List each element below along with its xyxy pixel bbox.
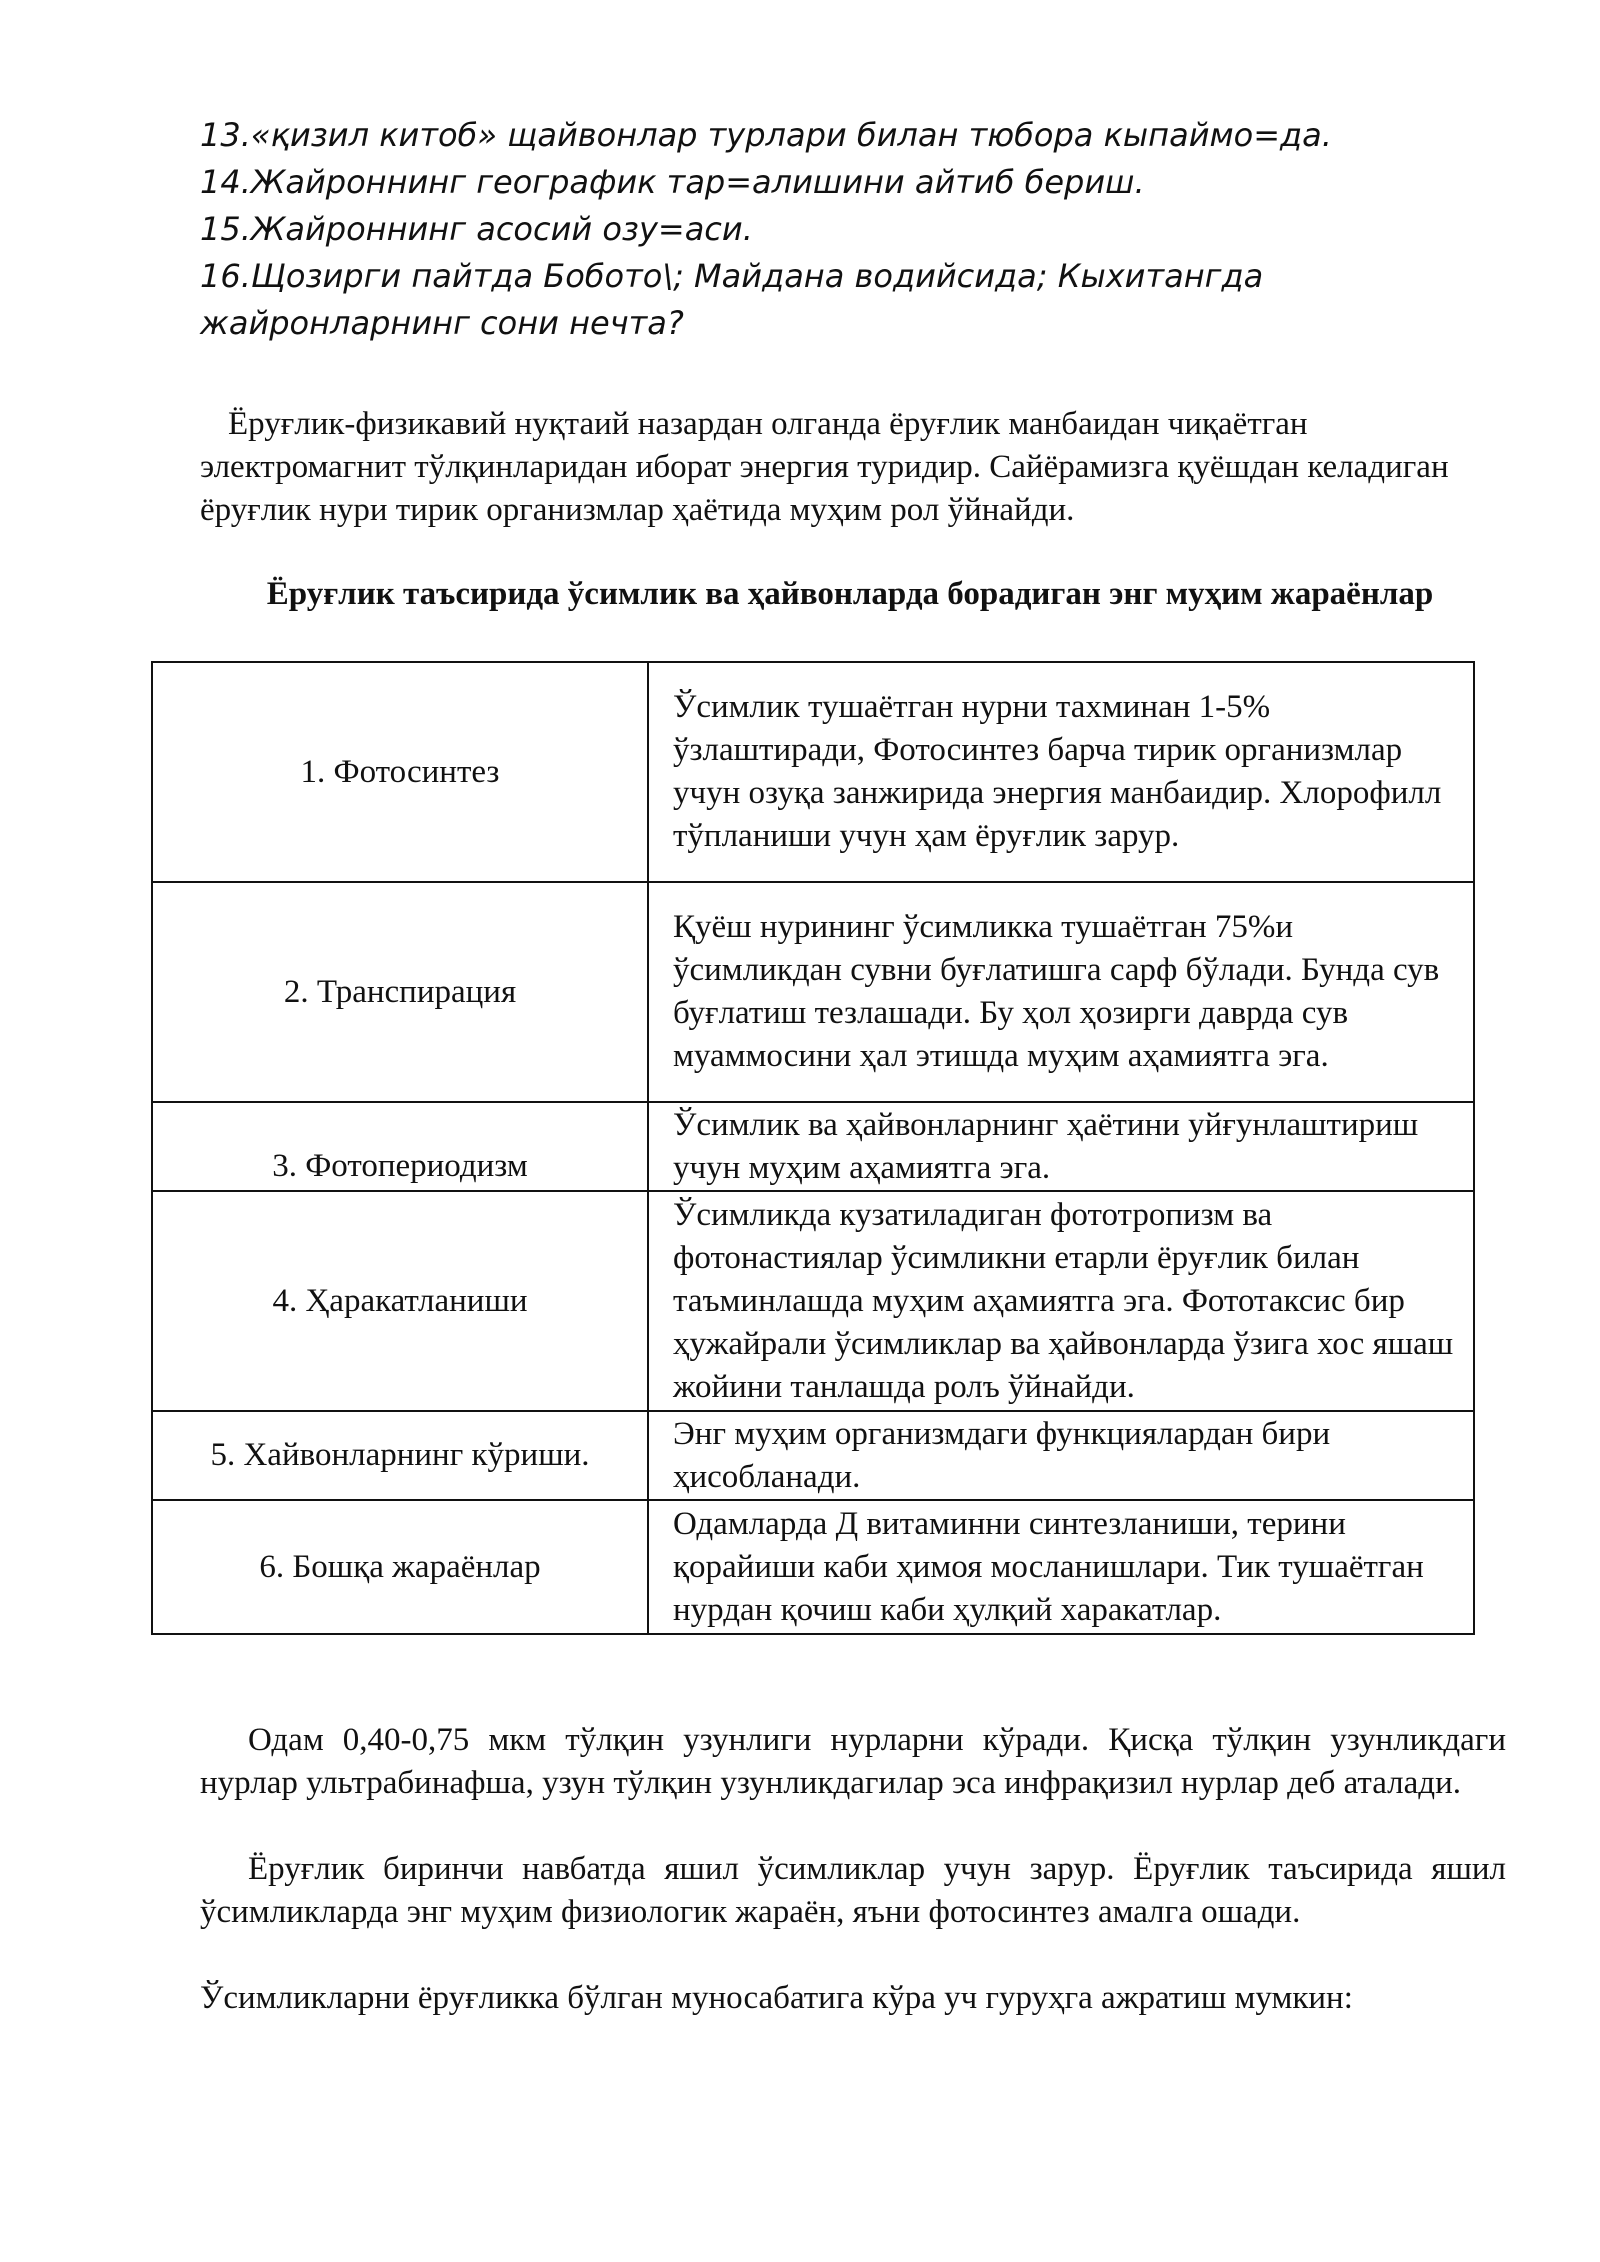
table-row [152, 662, 1474, 882]
question-text: «қизил китоб» щайвонлар турлари билан тюбора кыпаймо=да. [250, 116, 1332, 154]
process-description: Ўсимлик тушаётган нурни тахминан 1-5% ўзлаштиради, Фотосинтез барча тирик организмлар учун озуқа занжирида энергия манбаидир. Хлорофилл тўпланиши учун ҳам ёруғлик зарур. [648, 662, 1474, 882]
question-number: 15. [200, 210, 251, 248]
question-item [200, 112, 1500, 159]
process-description: Одамларда Д витаминни синтезланиши, терини қорайиши каби ҳимоя мосланишлари. Тик тушаётган нурдан қочиш каби ҳулқий харакатлар. [648, 1500, 1474, 1634]
process-name: 5. Хайвонларнинг кўриши. [152, 1411, 648, 1500]
process-name: 3. Фотопериодизм [152, 1102, 648, 1191]
question-text: Жайроннинг географик тар=алишини айтиб бериш. [250, 163, 1145, 201]
photosynthesis-paragraph: Ёруғлик биринчи навбатда яшил ўсимликлар учун зарур. Ёруғлик таъсирида яшил ўсимликларда энг муҳим физиологик жараён, яъни фотосинтез амалга ошади. [200, 1851, 1506, 1930]
process-description: Ўсимлик ва ҳайвонларнинг ҳаётини уйғунлаштириш учун муҳим аҳамиятга эга. [648, 1102, 1474, 1191]
process-description: Ўсимликда кузатиладиган фототропизм ва фотонастиялар ўсимликни етарли ёруғлик билан таъминлашда муҳим аҳамиятга эга. Фототаксис бир ҳужайрали ўсимликлар ва ҳайвонларда ўзига хос яшаш жойини танлашда ролъ ўйнайди. [648, 1191, 1474, 1411]
question-number: 13. [200, 116, 251, 154]
table-row [152, 1411, 1474, 1500]
process-description: Қуёш нурининг ўсимликка тушаётган 75%и ўсимликдан сувни буғлатишга сарф бўлади. Бунда сув буғлатиш тезлашади. Бу ҳол ҳозирги даврда сув муаммосини ҳал этишда муҳим аҳамиятга эга. [648, 882, 1474, 1102]
question-text: Жайроннинг асосий озу=аси. [250, 210, 753, 248]
table-row [152, 1102, 1474, 1191]
question-text: Щозирги пайтда Бобото\; Майдана водийсида; Кыхитангда жайронларнинг сони нечта? [200, 257, 1264, 342]
processes-table [151, 661, 1475, 1635]
process-name: 1. Фотосинтез [152, 662, 648, 882]
question-number: 16. [200, 257, 251, 295]
plant-groups-paragraph: Ўсимликларни ёруғликка бўлган муносабатига кўра уч гуруҳга ажратиш мумкин: [200, 1980, 1353, 2016]
table-row [152, 1191, 1474, 1411]
process-name: 6. Бошқа жараёнлар [152, 1500, 648, 1634]
wavelength-paragraph: Одам 0,40-0,75 мкм тўлқин узунлиги нурларни кўради. Қисқа тўлқин узунликдаги нурлар ультрабинафша, узун тўлқин узунликдагилар эса инфрақизил нурлар деб аталади. [200, 1722, 1506, 1801]
process-name: 2. Транспирация [152, 882, 648, 1102]
table-row [152, 1500, 1474, 1634]
intro-paragraph: Ёруғлик-физикавий нуқтаий назардан олганда ёруғлик манбаидан чиқаётган электромагнит тўлқинларидан иборат энергия туридир. Сайёрамизга қуёшдан келадиган ёруғлик нури тирик организмлар ҳаётида муҳим рол ўйнайди. [200, 406, 1449, 528]
table-row [152, 882, 1474, 1102]
table-title: Ёруғлик таъсирида ўсимлик ва ҳайвонларда борадиган энг муҳим жараёнлар [266, 576, 1434, 612]
question-number: 14. [200, 163, 251, 201]
question-list [200, 112, 1500, 347]
question-item [200, 206, 1500, 253]
question-item [200, 253, 1500, 347]
process-description: Энг муҳим организмдаги функциялардан бири ҳисобланади. [648, 1411, 1474, 1500]
question-item [200, 159, 1500, 206]
process-name: 4. Ҳаракатланиши [152, 1191, 648, 1411]
